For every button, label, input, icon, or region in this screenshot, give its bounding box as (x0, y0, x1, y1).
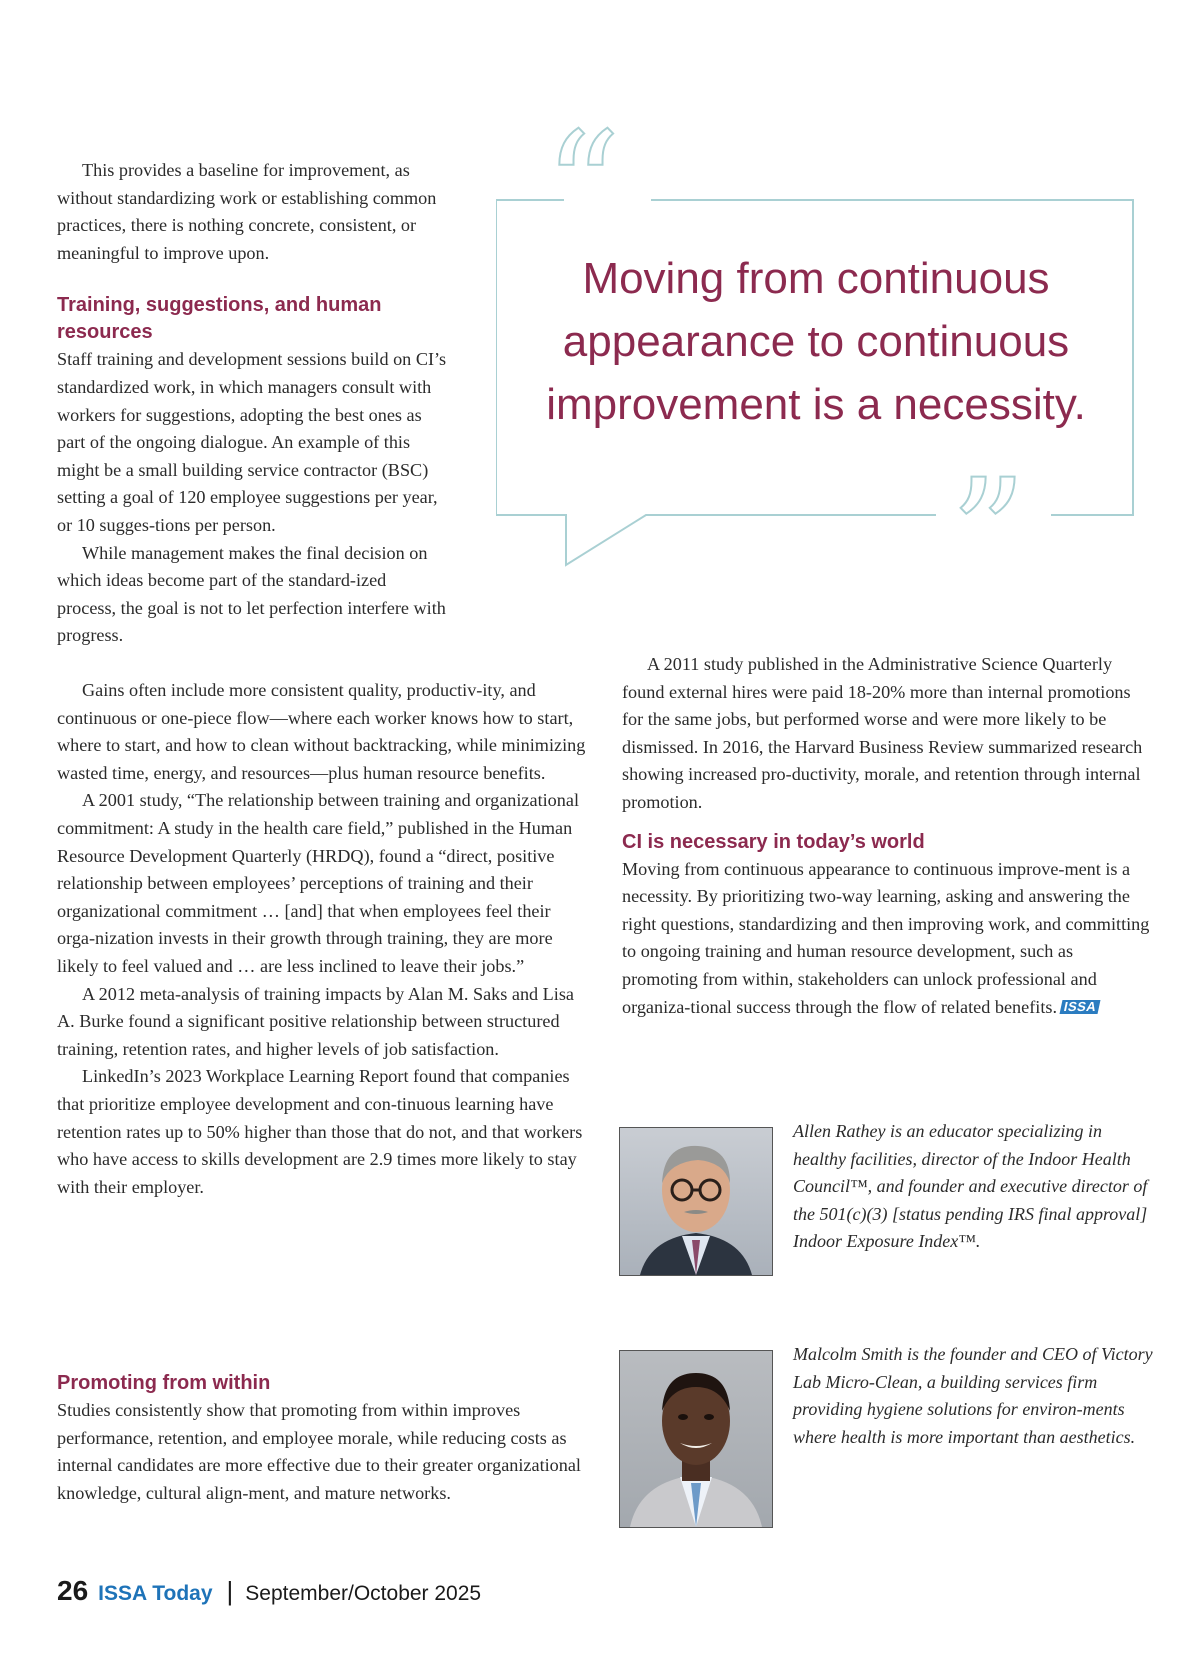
issa-end-logo-icon: ISSA (1060, 1000, 1101, 1014)
right-column (622, 651, 1152, 1021)
portrait-icon (620, 1351, 772, 1527)
section-heading-ci-necessary: CI is necessary in today’s world (622, 830, 925, 853)
author-photo-malcolm-smith (619, 1350, 773, 1528)
paragraph: Gains often include more consistent quality, productiv-ity, and continuous or one-piece flow—where each worker knows how to start, where to start, and how to clean without backtracking, while minimizing wasted time, energy, and resources—plus human resource benefits. (57, 680, 586, 783)
left-column-top (57, 157, 457, 650)
author-bio-malcolm-smith: Malcolm Smith is the founder and CEO of Victory Lab Micro-Clean, a building services firm providing hygiene solutions for environ-ments where health is more important than aesthetics. (793, 1344, 1153, 1447)
section-heading-training: Training, suggestions, and human resources (57, 294, 382, 344)
issue-date: September/October 2025 (245, 1582, 482, 1605)
section-heading-promoting: Promoting from within (57, 1372, 271, 1394)
author-bio-allen-rathey: Allen Rathey is an educator specializing in healthy facilities, director of the Indoor Health Council™, and founder and executive director of the 501(c)(3) [status pending IRS final approval] Indoor Exposure Index™. (793, 1121, 1148, 1251)
author-photo-allen-rathey (619, 1127, 773, 1276)
paragraph: A 2012 meta-analysis of training impacts by Alan M. Saks and Lisa A. Burke found a significant positive relationship between structured training, retention rates, and higher levels of job satisfaction. (57, 983, 574, 1059)
intro-paragraph: This provides a baseline for improvement, as without standardizing work or establishing common practices, there is nothing concrete, consistent, or meaningful to improve upon. (57, 160, 437, 263)
paragraph: While management makes the final decision on which ideas become part of the standard-ized process, the goal is not to let perfection interfere with progress. (57, 542, 446, 646)
close-quote-mark-icon: ” (950, 448, 1027, 622)
left-column-bottom (57, 677, 587, 1201)
portrait-icon (620, 1128, 772, 1275)
open-quote-mark-icon: “ (544, 101, 621, 275)
page-number: 26 (57, 1575, 89, 1606)
paragraph: Staff training and development sessions build on CI’s standardized work, in which managers consult with workers for suggestions, adopting the best ones as part of the ongoing dialogue. An example of this might be a small building service contractor (BSC) setting a goal of 120 employee suggestions per year, or 10 sugges-tions per person. (57, 349, 447, 535)
magazine-name: ISSA Today (98, 1582, 213, 1605)
page-footer (57, 1575, 481, 1615)
paragraph: Studies consistently show that promoting from within improves performance, retention, and employee morale, while reducing costs as internal candidates are more effective due to their greater organizational knowledge, cultural align-ment, and mature networks. (57, 1400, 581, 1503)
left-column-promoting (57, 1370, 587, 1507)
closing-paragraph-text: Moving from continuous appearance to continuous improve-ment is a necessity. By prioritizing two-way learning, asking and answering the right questions, standardizing and then improving work, and committing to ongoing training and human resource development, such as promoting from within, stakeholders can unlock professional and organiza-tional success through the flow of related benefits. (622, 858, 1150, 1017)
footer-separator: | (226, 1576, 234, 1606)
pull-quote-text: Moving from continuous appearance to continuous improvement is a necessity. (546, 254, 1086, 429)
paragraph: A 2011 study published in the Administrative Science Quarterly found external hires were paid 18-20% more than internal promotions for the same jobs, but performed worse and were more likely to be dismissed. In 2016, the Harvard Business Review summarized research showing increased pro-ductivity, morale, and retention through internal promotion. (622, 654, 1143, 812)
paragraph (622, 856, 1152, 1022)
paragraph: A 2001 study, “The relationship between training and organizational commitment: A study in the health care field,” published in the Human Resource Development Quarterly (HRDQ), found a “direct, positive relationship between employees’ perceptions of training and their organizational commitment … [and] that when employees feel their orga-nization invests in their growth through training, they are more likely to feel valued and … are less inclined to leave their jobs.” (57, 790, 579, 976)
pull-quote (496, 101, 1134, 622)
paragraph: LinkedIn’s 2023 Workplace Learning Report found that companies that prioritize employee development and con-tinuous learning have retention rates up to 50% higher than those that do not, and that workers who have access to skills development are 2.9 times more likely to stay with their employer. (57, 1066, 583, 1197)
